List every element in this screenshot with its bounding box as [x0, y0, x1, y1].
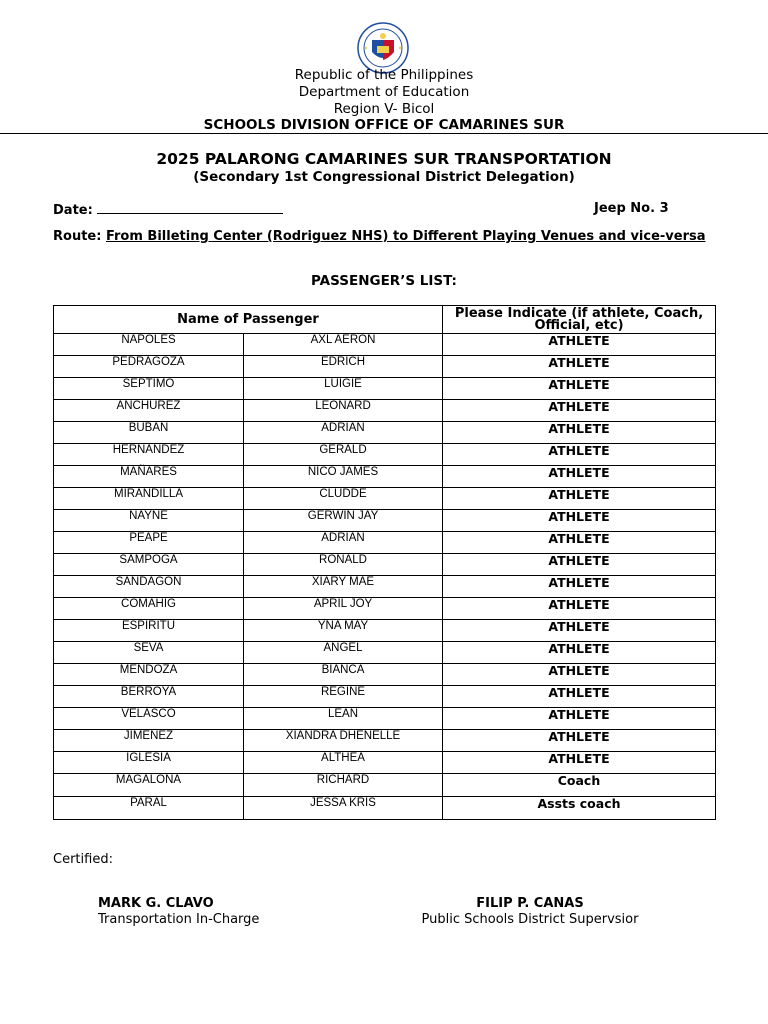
passenger-last-name: MAGALONA	[54, 774, 244, 797]
table-row	[54, 510, 716, 532]
passenger-role: ATHLETE	[443, 400, 716, 422]
header-name-of-passenger: Name of Passenger	[54, 306, 443, 334]
passenger-first-name: BIANCA	[244, 664, 443, 686]
table-row	[54, 664, 716, 686]
passenger-last-name: VELASCO	[54, 708, 244, 730]
passenger-role: ATHLETE	[443, 730, 716, 752]
passenger-role: ATHLETE	[443, 664, 716, 686]
passenger-table	[53, 305, 716, 820]
passenger-first-name: YNA MAY	[244, 620, 443, 642]
passenger-first-name: ADRIAN	[244, 422, 443, 444]
passenger-last-name: HERNANDEZ	[54, 444, 244, 466]
table-row	[54, 466, 716, 488]
table-row	[54, 554, 716, 576]
route-line	[53, 230, 718, 244]
passenger-first-name: AXL AERON	[244, 334, 443, 356]
passenger-role: ATHLETE	[443, 422, 716, 444]
table-header-row	[54, 306, 716, 334]
table-row	[54, 400, 716, 422]
passenger-last-name: PARAL	[54, 797, 244, 820]
table-row	[54, 774, 716, 797]
passenger-role: Coach	[443, 774, 716, 797]
passenger-role: ATHLETE	[443, 708, 716, 730]
document-subtitle: (Secondary 1st Congressional District Delegation)	[193, 169, 575, 185]
table-row	[54, 620, 716, 642]
passenger-first-name: GERALD	[244, 444, 443, 466]
table-row	[54, 708, 716, 730]
passenger-role: ATHLETE	[443, 686, 716, 708]
passenger-last-name: SANDAGON	[54, 576, 244, 598]
date-field	[53, 201, 283, 218]
passenger-first-name: RONALD	[244, 554, 443, 576]
passenger-last-name: JIMENEZ	[54, 730, 244, 752]
date-label: Date:	[53, 203, 93, 218]
passenger-role: ATHLETE	[443, 532, 716, 554]
table-row	[54, 488, 716, 510]
route-value: From Billeting Center (Rodriguez NHS) to Different Playing Venues and vice-versa	[105, 229, 706, 244]
passenger-last-name: BERROYA	[54, 686, 244, 708]
table-row	[54, 752, 716, 774]
passenger-last-name: SEVA	[54, 642, 244, 664]
passenger-role: Assts coach	[443, 797, 716, 820]
date-blank-line	[97, 201, 283, 214]
passenger-first-name: CLUDDE	[244, 488, 443, 510]
passenger-role: ATHLETE	[443, 576, 716, 598]
passenger-first-name: ADRIAN	[244, 532, 443, 554]
passenger-last-name: ANCHUREZ	[54, 400, 244, 422]
signatory-transportation	[98, 896, 259, 928]
passenger-first-name: NICO JAMES	[244, 466, 443, 488]
passenger-first-name: ANGEL	[244, 642, 443, 664]
passenger-role: ATHLETE	[443, 378, 716, 400]
passenger-role: ATHLETE	[443, 554, 716, 576]
table-row	[54, 378, 716, 400]
passenger-role: ATHLETE	[443, 510, 716, 532]
table-row	[54, 730, 716, 752]
passenger-last-name: IGLESIA	[54, 752, 244, 774]
passenger-last-name: PEDRAGOZA	[54, 356, 244, 378]
passenger-role: ATHLETE	[443, 642, 716, 664]
passenger-last-name: SAMPOGA	[54, 554, 244, 576]
passenger-last-name: MAÑARES	[54, 466, 244, 488]
passenger-list-title: PASSENGER’S LIST:	[311, 273, 457, 289]
table-row	[54, 334, 716, 356]
header-please-indicate: Please Indicate (if athlete, Coach, Official, etc)	[443, 306, 716, 334]
table-row	[54, 797, 716, 820]
passenger-first-name: LEAN	[244, 708, 443, 730]
passenger-role: ATHLETE	[443, 620, 716, 642]
passenger-role: ATHLETE	[443, 444, 716, 466]
passenger-role: ATHLETE	[443, 752, 716, 774]
passenger-first-name: XIARY MAE	[244, 576, 443, 598]
passenger-role: ATHLETE	[443, 334, 716, 356]
passenger-first-name: GERWIN JAY	[244, 510, 443, 532]
passenger-last-name: SEPTIMO	[54, 378, 244, 400]
header-country: Republic of the Philippines	[294, 67, 474, 83]
table-row	[54, 576, 716, 598]
passenger-last-name: MENDOZA	[54, 664, 244, 686]
passenger-first-name: EDRICH	[244, 356, 443, 378]
signatory-position: Public Schools District Supervsior	[421, 912, 639, 927]
passenger-first-name: JESSA KRIS	[244, 797, 443, 820]
table-row	[54, 686, 716, 708]
signatory-name: MARK G. CLAVO	[98, 896, 214, 911]
passenger-first-name: REGINE	[244, 686, 443, 708]
passenger-last-name: PEAPE	[54, 532, 244, 554]
signatory-position: Transportation In-Charge	[98, 912, 260, 927]
table-row	[54, 356, 716, 378]
passenger-table-body	[54, 334, 716, 820]
signatory-supervisor	[414, 896, 646, 928]
passenger-role: ATHLETE	[443, 466, 716, 488]
signatory-name: FILIP P. CANAS	[476, 896, 584, 911]
document-title: 2025 PALARONG CAMARINES SUR TRANSPORTATION	[156, 150, 612, 168]
passenger-last-name: BUBAN	[54, 422, 244, 444]
passenger-last-name: COMAHIG	[54, 598, 244, 620]
table-row	[54, 444, 716, 466]
header-region: Region V- Bicol	[333, 101, 435, 117]
header-divider	[0, 133, 768, 134]
header-department: Department of Education	[298, 84, 470, 100]
table-row	[54, 532, 716, 554]
passenger-last-name: MIRANDILLA	[54, 488, 244, 510]
passenger-last-name: ESPIRITU	[54, 620, 244, 642]
table-row	[54, 598, 716, 620]
passenger-first-name: LEONARD	[244, 400, 443, 422]
passenger-role: ATHLETE	[443, 356, 716, 378]
jeep-number: Jeep No. 3	[594, 201, 669, 216]
table-row	[54, 642, 716, 664]
passenger-role: ATHLETE	[443, 598, 716, 620]
passenger-role: ATHLETE	[443, 488, 716, 510]
route-label: Route:	[53, 229, 102, 244]
passenger-last-name: NAPOLES	[54, 334, 244, 356]
passenger-first-name: ALTHEA	[244, 752, 443, 774]
header-office: SCHOOLS DIVISION OFFICE OF CAMARINES SUR	[203, 117, 565, 133]
passenger-first-name: APRIL JOY	[244, 598, 443, 620]
table-row	[54, 422, 716, 444]
passenger-first-name: XIANDRA DHENELLE	[244, 730, 443, 752]
passenger-last-name: NAYNE	[54, 510, 244, 532]
passenger-first-name: RICHARD	[244, 774, 443, 797]
certified-label: Certified:	[53, 852, 113, 867]
passenger-first-name: LUIGIE	[244, 378, 443, 400]
